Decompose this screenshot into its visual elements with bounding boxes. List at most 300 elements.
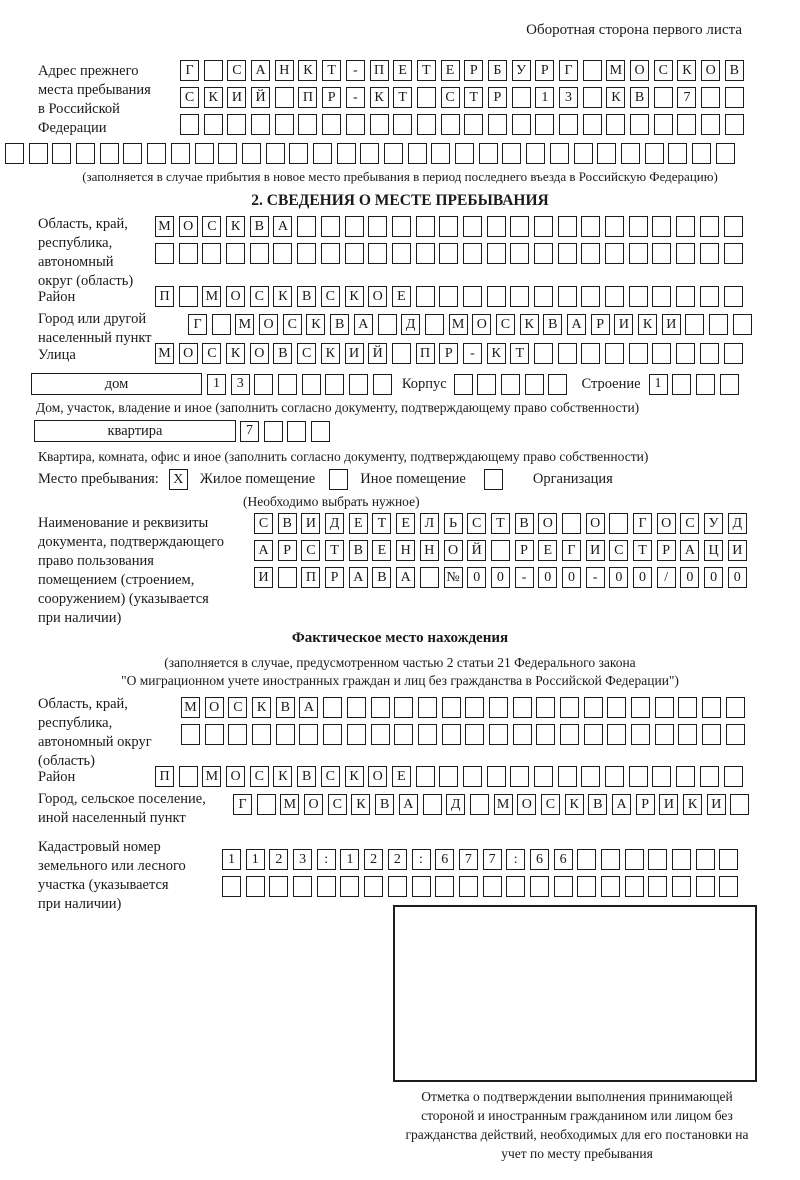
char-box[interactable] <box>733 314 752 335</box>
char-box[interactable] <box>558 766 577 787</box>
char-box[interactable] <box>724 216 743 237</box>
char-box[interactable] <box>652 343 671 364</box>
char-box[interactable] <box>676 243 695 264</box>
char-box[interactable] <box>278 374 297 395</box>
char-box[interactable] <box>678 697 697 718</box>
char-box[interactable] <box>368 243 387 264</box>
char-box[interactable] <box>463 766 482 787</box>
char-box[interactable] <box>298 114 317 135</box>
char-box[interactable] <box>123 143 142 164</box>
char-box[interactable] <box>195 143 214 164</box>
char-box[interactable] <box>677 114 696 135</box>
char-box[interactable] <box>512 114 531 135</box>
char-box[interactable]: 0 <box>562 567 581 588</box>
char-box[interactable]: С <box>202 216 221 237</box>
char-box[interactable]: В <box>375 794 394 815</box>
char-box[interactable]: М <box>449 314 468 335</box>
char-box[interactable]: М <box>494 794 513 815</box>
char-box[interactable] <box>559 114 578 135</box>
char-box[interactable] <box>700 243 719 264</box>
char-box[interactable]: А <box>299 697 318 718</box>
char-box[interactable] <box>606 114 625 135</box>
char-box[interactable]: С <box>180 87 199 108</box>
char-box[interactable]: 0 <box>491 567 510 588</box>
char-box[interactable] <box>227 114 246 135</box>
char-box[interactable]: К <box>226 216 245 237</box>
char-box[interactable]: К <box>520 314 539 335</box>
char-box[interactable] <box>530 876 549 897</box>
char-box[interactable] <box>347 697 366 718</box>
char-box[interactable] <box>574 143 593 164</box>
char-box[interactable]: 0 <box>633 567 652 588</box>
char-box[interactable]: Т <box>464 87 483 108</box>
char-box[interactable]: С <box>227 60 246 81</box>
char-box[interactable] <box>425 314 444 335</box>
char-box[interactable] <box>652 216 671 237</box>
char-box[interactable] <box>601 849 620 870</box>
char-box[interactable] <box>581 343 600 364</box>
char-box[interactable]: 6 <box>554 849 573 870</box>
char-box[interactable]: С <box>496 314 515 335</box>
char-box[interactable] <box>420 567 439 588</box>
char-box[interactable]: О <box>304 794 323 815</box>
char-box[interactable]: К <box>677 60 696 81</box>
char-box[interactable]: Г <box>233 794 252 815</box>
char-box[interactable] <box>323 697 342 718</box>
char-box[interactable]: О <box>586 513 605 534</box>
char-box[interactable]: К <box>273 766 292 787</box>
char-box[interactable]: 0 <box>609 567 628 588</box>
char-box[interactable]: В <box>330 314 349 335</box>
char-box[interactable] <box>725 114 744 135</box>
char-box[interactable] <box>370 114 389 135</box>
char-box[interactable]: С <box>228 697 247 718</box>
char-box[interactable]: П <box>298 87 317 108</box>
char-box[interactable] <box>685 314 704 335</box>
char-box[interactable] <box>346 114 365 135</box>
char-box[interactable] <box>609 513 628 534</box>
char-box[interactable]: К <box>298 60 317 81</box>
char-box[interactable]: М <box>155 216 174 237</box>
char-box[interactable]: В <box>250 216 269 237</box>
char-box[interactable] <box>724 766 743 787</box>
char-box[interactable] <box>388 876 407 897</box>
char-box[interactable] <box>423 794 442 815</box>
char-box[interactable]: Т <box>510 343 529 364</box>
char-box[interactable]: О <box>630 60 649 81</box>
char-box[interactable] <box>322 114 341 135</box>
char-box[interactable]: 2 <box>364 849 383 870</box>
char-box[interactable] <box>581 766 600 787</box>
char-box[interactable] <box>621 143 640 164</box>
char-box[interactable]: С <box>297 343 316 364</box>
char-box[interactable] <box>629 243 648 264</box>
char-box[interactable] <box>454 374 473 395</box>
char-box[interactable] <box>724 243 743 264</box>
char-box[interactable] <box>584 724 603 745</box>
char-box[interactable] <box>360 143 379 164</box>
char-box[interactable]: К <box>351 794 370 815</box>
char-box[interactable] <box>273 243 292 264</box>
char-box[interactable]: Ц <box>704 540 723 561</box>
char-box[interactable]: Г <box>188 314 207 335</box>
char-box[interactable]: 1 <box>535 87 554 108</box>
char-box[interactable] <box>577 876 596 897</box>
char-box[interactable] <box>534 216 553 237</box>
char-box[interactable] <box>228 724 247 745</box>
char-box[interactable]: Г <box>180 60 199 81</box>
char-box[interactable] <box>701 87 720 108</box>
char-box[interactable] <box>724 343 743 364</box>
char-box[interactable] <box>510 286 529 307</box>
char-box[interactable] <box>293 876 312 897</box>
char-box[interactable]: Р <box>657 540 676 561</box>
char-box[interactable]: № <box>444 567 463 588</box>
char-box[interactable] <box>76 143 95 164</box>
char-box[interactable] <box>696 876 715 897</box>
char-box[interactable] <box>204 60 223 81</box>
char-box[interactable]: И <box>728 540 747 561</box>
char-box[interactable]: И <box>345 343 364 364</box>
char-box[interactable]: У <box>704 513 723 534</box>
char-box[interactable] <box>536 697 555 718</box>
char-box[interactable]: - <box>463 343 482 364</box>
char-box[interactable]: К <box>683 794 702 815</box>
char-box[interactable] <box>720 374 739 395</box>
char-box[interactable] <box>502 143 521 164</box>
char-box[interactable] <box>179 286 198 307</box>
char-box[interactable] <box>554 876 573 897</box>
char-box[interactable]: Т <box>633 540 652 561</box>
char-box[interactable]: Е <box>392 286 411 307</box>
char-box[interactable] <box>418 697 437 718</box>
char-box[interactable]: Е <box>372 540 391 561</box>
apartment-field-box[interactable]: квартира <box>34 420 236 442</box>
char-box[interactable]: А <box>273 216 292 237</box>
char-box[interactable] <box>371 724 390 745</box>
char-box[interactable] <box>534 286 553 307</box>
char-box[interactable] <box>412 876 431 897</box>
char-box[interactable] <box>676 343 695 364</box>
char-box[interactable] <box>676 766 695 787</box>
char-box[interactable] <box>418 724 437 745</box>
char-box[interactable]: И <box>614 314 633 335</box>
char-box[interactable] <box>605 343 624 364</box>
char-box[interactable]: С <box>467 513 486 534</box>
char-box[interactable]: Е <box>538 540 557 561</box>
char-box[interactable]: О <box>368 286 387 307</box>
char-box[interactable]: - <box>515 567 534 588</box>
char-box[interactable]: 3 <box>559 87 578 108</box>
char-box[interactable] <box>506 876 525 897</box>
char-box[interactable]: 7 <box>240 421 259 442</box>
char-box[interactable] <box>416 243 435 264</box>
char-box[interactable]: К <box>565 794 584 815</box>
char-box[interactable] <box>558 243 577 264</box>
char-box[interactable]: В <box>349 540 368 561</box>
char-box[interactable]: И <box>227 87 246 108</box>
char-box[interactable] <box>313 143 332 164</box>
char-box[interactable] <box>417 87 436 108</box>
char-box[interactable] <box>605 243 624 264</box>
char-box[interactable]: Й <box>467 540 486 561</box>
char-box[interactable] <box>317 876 336 897</box>
char-box[interactable]: М <box>202 766 221 787</box>
char-box[interactable] <box>534 243 553 264</box>
char-box[interactable] <box>625 876 644 897</box>
char-box[interactable] <box>676 286 695 307</box>
char-box[interactable]: 1 <box>246 849 265 870</box>
char-box[interactable]: К <box>345 286 364 307</box>
char-box[interactable] <box>512 87 531 108</box>
char-box[interactable]: Б <box>488 60 507 81</box>
char-box[interactable] <box>605 216 624 237</box>
char-box[interactable] <box>278 567 297 588</box>
char-box[interactable]: А <box>612 794 631 815</box>
char-box[interactable] <box>392 216 411 237</box>
char-box[interactable] <box>371 697 390 718</box>
char-box[interactable]: Р <box>439 343 458 364</box>
char-box[interactable] <box>510 766 529 787</box>
char-box[interactable]: В <box>372 567 391 588</box>
char-box[interactable]: Р <box>636 794 655 815</box>
char-box[interactable] <box>560 724 579 745</box>
char-box[interactable] <box>709 314 728 335</box>
char-box[interactable] <box>655 724 674 745</box>
char-box[interactable] <box>455 143 474 164</box>
char-box[interactable] <box>340 876 359 897</box>
char-box[interactable] <box>726 724 745 745</box>
char-box[interactable] <box>5 143 24 164</box>
char-box[interactable] <box>222 876 241 897</box>
char-box[interactable] <box>510 243 529 264</box>
char-box[interactable] <box>654 114 673 135</box>
char-box[interactable] <box>629 766 648 787</box>
char-box[interactable]: О <box>205 697 224 718</box>
char-box[interactable] <box>692 143 711 164</box>
char-box[interactable] <box>605 766 624 787</box>
char-box[interactable] <box>510 216 529 237</box>
char-box[interactable]: Д <box>325 513 344 534</box>
char-box[interactable] <box>702 724 721 745</box>
char-box[interactable] <box>147 143 166 164</box>
house-field-box[interactable]: дом <box>31 373 202 395</box>
char-box[interactable] <box>581 243 600 264</box>
char-box[interactable]: С <box>680 513 699 534</box>
char-box[interactable]: С <box>321 286 340 307</box>
char-box[interactable] <box>581 286 600 307</box>
char-box[interactable] <box>325 374 344 395</box>
char-box[interactable] <box>202 243 221 264</box>
char-box[interactable]: С <box>283 314 302 335</box>
char-box[interactable] <box>212 314 231 335</box>
char-box[interactable]: Т <box>322 60 341 81</box>
char-box[interactable] <box>558 216 577 237</box>
char-box[interactable]: К <box>370 87 389 108</box>
char-box[interactable] <box>442 697 461 718</box>
char-box[interactable] <box>205 724 224 745</box>
char-box[interactable]: 7 <box>459 849 478 870</box>
char-box[interactable]: Г <box>633 513 652 534</box>
char-box[interactable] <box>459 876 478 897</box>
char-box[interactable]: О <box>179 343 198 364</box>
char-box[interactable]: А <box>567 314 586 335</box>
char-box[interactable] <box>257 794 276 815</box>
char-box[interactable]: О <box>179 216 198 237</box>
char-box[interactable]: К <box>204 87 223 108</box>
char-box[interactable] <box>416 286 435 307</box>
char-box[interactable] <box>652 243 671 264</box>
char-box[interactable] <box>536 724 555 745</box>
char-box[interactable]: Й <box>251 87 270 108</box>
char-box[interactable]: Д <box>401 314 420 335</box>
char-box[interactable] <box>678 724 697 745</box>
char-box[interactable] <box>242 143 261 164</box>
char-box[interactable] <box>583 60 602 81</box>
char-box[interactable] <box>654 87 673 108</box>
char-box[interactable]: Д <box>728 513 747 534</box>
char-box[interactable] <box>724 286 743 307</box>
char-box[interactable] <box>297 216 316 237</box>
char-box[interactable]: А <box>254 540 273 561</box>
char-box[interactable] <box>368 216 387 237</box>
char-box[interactable] <box>577 849 596 870</box>
char-box[interactable]: 2 <box>388 849 407 870</box>
char-box[interactable]: К <box>306 314 325 335</box>
char-box[interactable]: 3 <box>231 374 250 395</box>
char-box[interactable]: С <box>254 513 273 534</box>
char-box[interactable]: : <box>506 849 525 870</box>
char-box[interactable]: Р <box>325 567 344 588</box>
char-box[interactable] <box>630 114 649 135</box>
char-box[interactable] <box>583 114 602 135</box>
char-box[interactable] <box>269 876 288 897</box>
char-box[interactable]: С <box>609 540 628 561</box>
char-box[interactable]: Н <box>275 60 294 81</box>
char-box[interactable]: В <box>278 513 297 534</box>
char-box[interactable]: 0 <box>704 567 723 588</box>
char-box[interactable]: Й <box>368 343 387 364</box>
char-box[interactable]: А <box>251 60 270 81</box>
char-box[interactable] <box>631 724 650 745</box>
char-box[interactable]: С <box>202 343 221 364</box>
char-box[interactable] <box>264 421 283 442</box>
char-box[interactable] <box>625 849 644 870</box>
checkbox-other-premises[interactable] <box>329 469 348 490</box>
char-box[interactable] <box>558 286 577 307</box>
char-box[interactable] <box>100 143 119 164</box>
checkbox-dwelling[interactable]: X <box>169 469 188 490</box>
char-box[interactable] <box>676 216 695 237</box>
char-box[interactable] <box>696 374 715 395</box>
char-box[interactable]: И <box>662 314 681 335</box>
char-box[interactable] <box>581 216 600 237</box>
char-box[interactable]: М <box>155 343 174 364</box>
char-box[interactable] <box>289 143 308 164</box>
char-box[interactable] <box>550 143 569 164</box>
char-box[interactable] <box>252 724 271 745</box>
char-box[interactable] <box>349 374 368 395</box>
char-box[interactable]: А <box>680 540 699 561</box>
char-box[interactable] <box>345 243 364 264</box>
char-box[interactable] <box>275 114 294 135</box>
char-box[interactable] <box>629 286 648 307</box>
char-box[interactable]: Т <box>491 513 510 534</box>
char-box[interactable] <box>648 849 667 870</box>
char-box[interactable]: Н <box>420 540 439 561</box>
char-box[interactable] <box>345 216 364 237</box>
char-box[interactable] <box>52 143 71 164</box>
char-box[interactable] <box>250 243 269 264</box>
char-box[interactable] <box>701 114 720 135</box>
char-box[interactable]: С <box>250 766 269 787</box>
char-box[interactable] <box>392 343 411 364</box>
char-box[interactable] <box>246 876 265 897</box>
char-box[interactable] <box>700 216 719 237</box>
char-box[interactable]: 7 <box>677 87 696 108</box>
char-box[interactable]: - <box>346 87 365 108</box>
char-box[interactable]: В <box>725 60 744 81</box>
char-box[interactable] <box>439 243 458 264</box>
char-box[interactable]: К <box>273 286 292 307</box>
char-box[interactable] <box>463 243 482 264</box>
char-box[interactable] <box>513 724 532 745</box>
char-box[interactable]: Г <box>562 540 581 561</box>
char-box[interactable]: 2 <box>269 849 288 870</box>
char-box[interactable]: 1 <box>222 849 241 870</box>
char-box[interactable]: У <box>512 60 531 81</box>
char-box[interactable] <box>439 766 458 787</box>
char-box[interactable] <box>323 724 342 745</box>
char-box[interactable]: : <box>412 849 431 870</box>
char-box[interactable] <box>526 143 545 164</box>
char-box[interactable]: В <box>297 286 316 307</box>
char-box[interactable] <box>417 114 436 135</box>
char-box[interactable]: О <box>701 60 720 81</box>
char-box[interactable]: С <box>541 794 560 815</box>
char-box[interactable] <box>700 766 719 787</box>
char-box[interactable]: 7 <box>483 849 502 870</box>
char-box[interactable]: 1 <box>207 374 226 395</box>
char-box[interactable]: / <box>657 567 676 588</box>
char-box[interactable] <box>179 243 198 264</box>
char-box[interactable] <box>465 697 484 718</box>
char-box[interactable] <box>548 374 567 395</box>
char-box[interactable]: П <box>155 766 174 787</box>
char-box[interactable]: 6 <box>435 849 454 870</box>
char-box[interactable]: : <box>317 849 336 870</box>
char-box[interactable] <box>337 143 356 164</box>
char-box[interactable] <box>631 697 650 718</box>
char-box[interactable]: 0 <box>680 567 699 588</box>
char-box[interactable] <box>463 286 482 307</box>
char-box[interactable]: К <box>226 343 245 364</box>
char-box[interactable]: В <box>276 697 295 718</box>
char-box[interactable]: Ь <box>444 513 463 534</box>
char-box[interactable] <box>487 216 506 237</box>
char-box[interactable] <box>464 114 483 135</box>
char-box[interactable] <box>275 87 294 108</box>
char-box[interactable]: С <box>441 87 460 108</box>
char-box[interactable] <box>321 216 340 237</box>
char-box[interactable] <box>416 216 435 237</box>
char-box[interactable] <box>489 724 508 745</box>
char-box[interactable] <box>435 876 454 897</box>
char-box[interactable]: 0 <box>467 567 486 588</box>
char-box[interactable] <box>607 697 626 718</box>
char-box[interactable]: Н <box>396 540 415 561</box>
char-box[interactable] <box>597 143 616 164</box>
